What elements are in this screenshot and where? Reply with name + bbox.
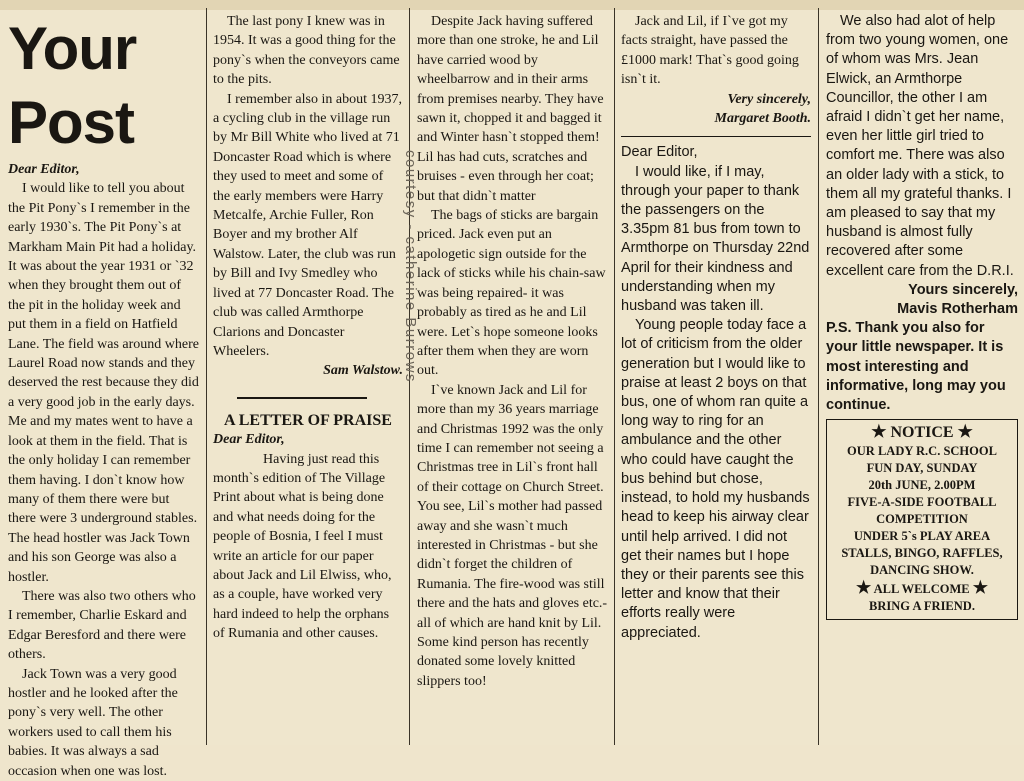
column-2 (213, 12, 403, 644)
letter1-paragraph: I remember also in about 1937, a cycling club in the village run by Mr Bill White who lived at 71 Doncaster Road which is where they used to meet and some of the early members were Harry Metcalfe, Archie Fuller, Ron Boyer and my brother Alf Walstow. Later, the club was run by Bill and Ivy Smedley who lived at 77 Doncaster Road. The club was called Armthorpe Clarions and Doncaster Wheelers. (213, 91, 402, 359)
column-1 (8, 12, 200, 781)
notice-line: OUR LADY R.C. SCHOOL (847, 444, 997, 459)
notice-line: BRING A FRIEND. (869, 599, 975, 614)
letter2-headline: A LETTER OF PRAISE (224, 411, 392, 429)
letter3-paragraph: I would like, if I may, through your paper to thank the passengers on the 3.35pm 81 bus from town to Armthorpe on Thursday 22nd April for their kindness and understanding when my husband was taken ill. (621, 163, 810, 315)
letter2-signature: Margaret Booth. (714, 111, 811, 127)
letter3-closing: Yours sincerely, (908, 281, 1018, 298)
notice-title-row (833, 422, 1011, 443)
letter1-paragraph: I would like to tell you about the Pit Pony`s I remember in the early 1930`s. The Pit Pony`s at Markham Main Pit had a holiday. It was about the year 1931 or `32 when they brought them out of the pit in the holiday week and put them in a field on Hatfield Lane. The field was around where Laurel Road now stands and they deserved the rest because they did a very good job in the early days. Me and my mates went to have a look at them in the field. That is the only holiday I can remember them having. I don`t know how many of them there were but there were 3 underground stables. The head hostler was Jack Town and his son George was also a hostler. (8, 181, 199, 585)
letter1-salutation: Dear Editor, (8, 162, 80, 177)
section-rule (621, 136, 811, 137)
column-3 (417, 12, 609, 691)
notice-line: ALL WELCOME (873, 582, 970, 597)
column-4 (621, 12, 811, 643)
star-icon: ★ (855, 578, 872, 598)
letter2-paragraph: The bags of sticks are bargain priced. Jack even put an apologetic sign outside for the lack of sticks while his chain-saw was being repaired- it was probably as tired as he and Lil were. Let`s hope someone looks after them when they are worn out. (417, 208, 606, 379)
notice-line: FUN DAY, SUNDAY (866, 461, 978, 476)
notice-line: 20th JUNE, 2.00PM (868, 478, 976, 493)
letter3-salutation: Dear Editor, (621, 144, 698, 161)
notice-title: NOTICE (890, 424, 954, 442)
column-divider (206, 8, 207, 745)
column-divider (818, 8, 819, 745)
notice-welcome-row (833, 579, 1011, 598)
notice-line: DANCING SHOW. (870, 563, 974, 578)
column-divider (614, 8, 615, 745)
star-icon: ★ (871, 422, 887, 442)
notice-line: UNDER 5`s PLAY AREA (853, 529, 991, 544)
letter2-paragraph: Despite Jack having suffered more than one stroke, he and Lil have carried wood by wheelbarrow and in their arms from premises nearby. They have sawn it, chopped it and bagged it and Winter hasn`t stopped them! Lil has had cuts, scratches and bruises - even through her coat; but that didn`t matter (417, 14, 604, 204)
notice-line: COMPETITION (876, 512, 968, 527)
letter3-signature: Mavis Rotherham (897, 301, 1018, 318)
letter1-paragraph: There was also two others who I remember, Charlie Eskard and Edgar Beresford and there were others. (8, 588, 196, 663)
star-icon: ★ (972, 578, 989, 598)
letter2-salutation: Dear Editor, (213, 432, 285, 448)
letter3-paragraph: Young people today face a lot of criticism from the older generation but I would like to praise at least 2 boys on that bus, one of whom ran quite a long way to ring for an ambulance and the other who could have caught the bus behind but chose, instead, to hold my husbands head to keep his airway clear until help arrived. I did not get their names but I hope they or their parents see this letter and know that their efforts really were appreciated. (621, 317, 810, 641)
column-5 (826, 12, 1018, 620)
notice-line: STALLS, BINGO, RAFFLES, (841, 546, 1003, 561)
letter2-paragraph: Having just read this month`s edition of The Village Print about what is being done and what needs doing for the people of Bosnia, I feel I must write an article for our paper about Jack and Lil Elwiss, who, as a couple, have worked very hard indeed to help the orphans of Rumania and other causes. (213, 451, 392, 642)
letter3-postscript: P.S. Thank you also for your little newspaper. It is most interesting and informative, long may you continue. (826, 320, 1006, 414)
masthead-line-2: Post (8, 89, 135, 156)
letter3-paragraph: We also had alot of help from two young women, one of whom was Mrs. Jean Elwick, an Armthorpe Councillor, the other I am afraid I didn`t get her name, even her little girl tried to comfort me. There was also an older lady with a stick, to them all my grateful thanks. I am pleased to say that my husband is almost fully recovered after some excellent care from the D.R.I. (826, 13, 1014, 279)
letter1-paragraph: The last pony I knew was in 1954. It was a good thing for the pony`s when the conveyors came to the pits. (213, 14, 400, 88)
letter2-paragraph: Jack and Lil, if I`ve got my facts straight, have passed the £1000 mark! That`s good going isn`t it. (621, 14, 799, 88)
letter1-signature: Sam Walstow. (323, 363, 403, 379)
star-icon: ★ (957, 422, 973, 442)
letter2-paragraph: I`ve known Jack and Lil for more than my 36 years marriage and Christmas 1992 was the only time I can remember not seeing a Christmas tree in Lil`s front hall of their cottage on Church Street. You see, Lil`s mother had passed away and she wasn`t much interested in Christmas - but she didn`t forget the children of Rumania. The fire-wood was still there and the hats and gloves etc.- all of which are hand knit by Lil. Some kind person has recently donated some lovely knitted slippers too! (417, 382, 608, 689)
notice-box (826, 419, 1018, 620)
letter1-paragraph: Jack Town was a very good hostler and he looked after the pony`s very well. The other workers used to call them his babies. It was always a sad occasion when one was lost. (8, 666, 178, 779)
letter2-closing: Very sincerely, (727, 91, 811, 107)
notice-line: FIVE-A-SIDE FOOTBALL (847, 495, 997, 510)
section-rule (237, 397, 367, 399)
photo-credit: courtesy - catherine Burrows (402, 150, 419, 383)
masthead-line-1: Your (8, 15, 137, 82)
